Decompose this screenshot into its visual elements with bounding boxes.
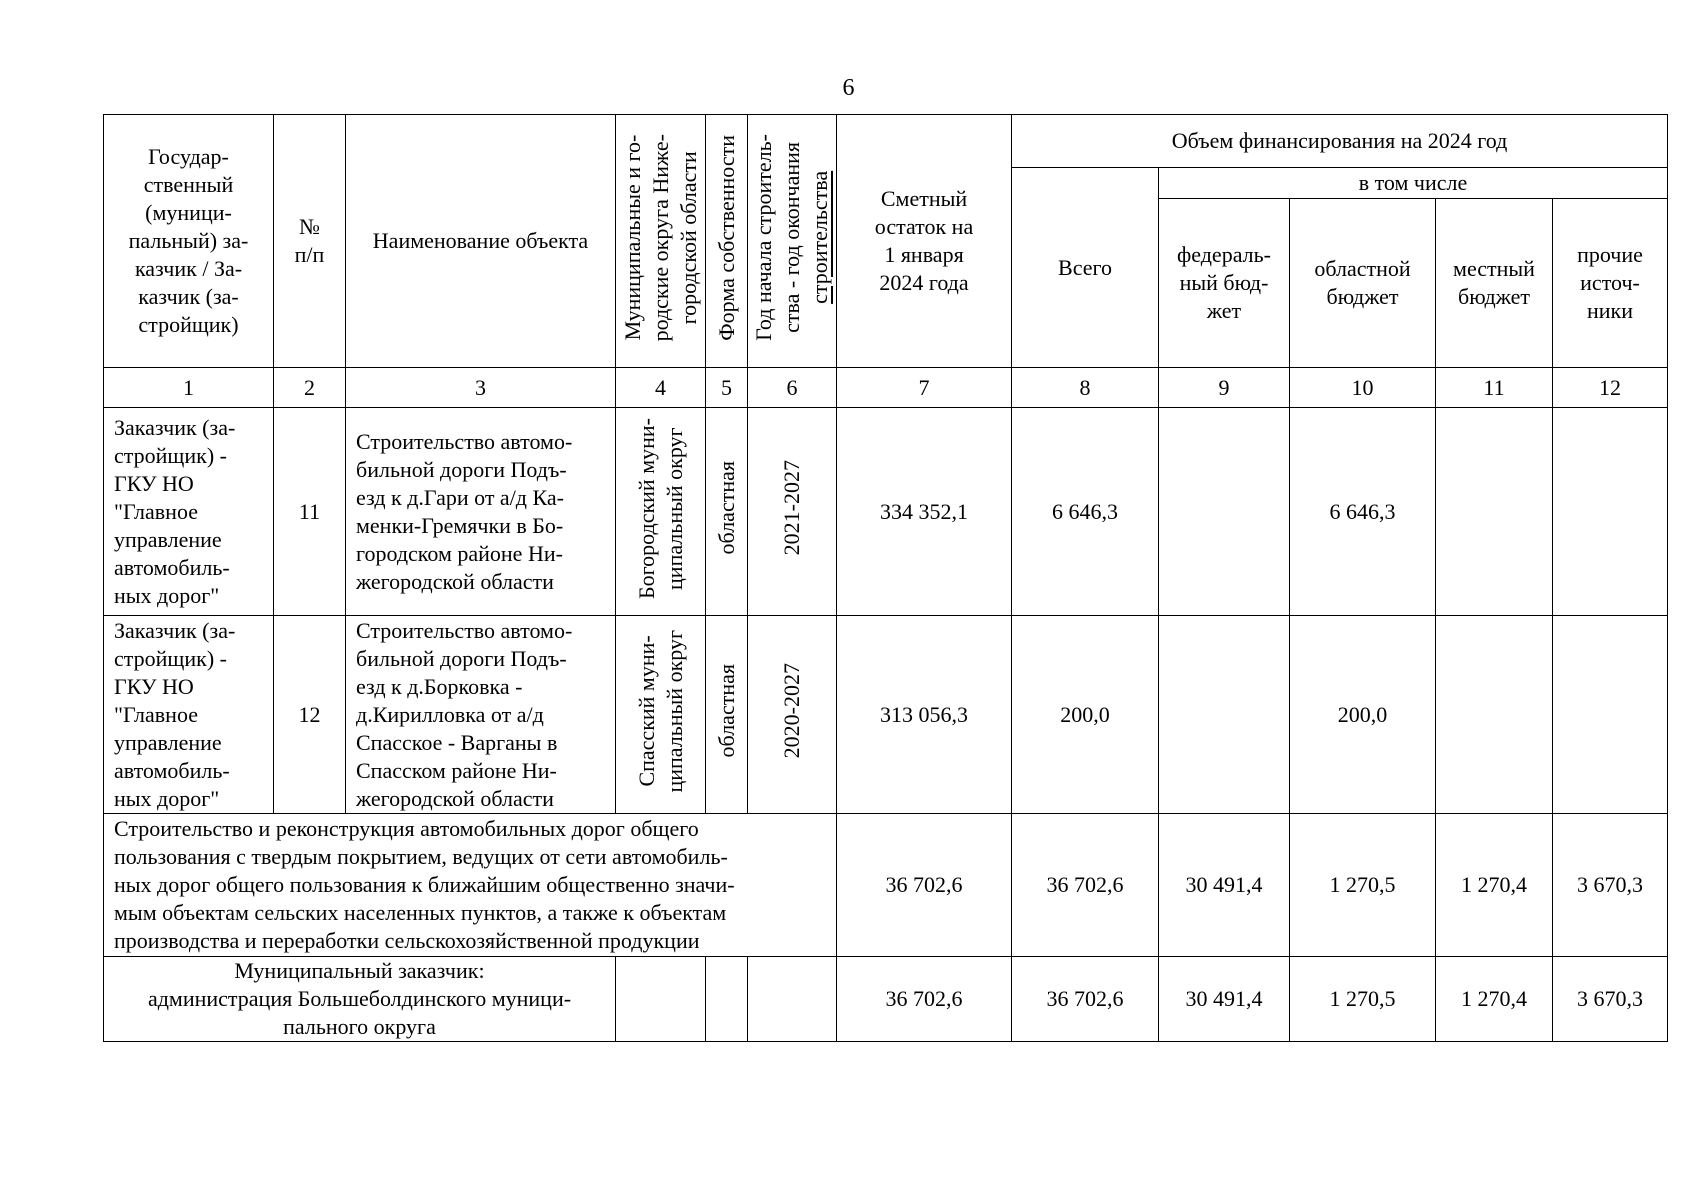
- row-other: [1553, 616, 1668, 814]
- header-customer: Государ- ственный (муници- пальный) за- казчик / За- казчик (за- стройщик): [104, 115, 274, 368]
- column-number: 5: [706, 368, 748, 408]
- row-object: Строительство автомо- бильной дороги Подъ- езд к д.Гари от а/д Ка- менки-Гремячки в Бо- городском районе Ни- жегородской области: [346, 408, 616, 616]
- municipal-regional: 1 270,5: [1290, 957, 1436, 1042]
- header-districts: Муниципальные и го- родские округа Ниже- городской области: [616, 115, 706, 368]
- row-estimate: 313 056,3: [837, 616, 1012, 814]
- column-number: 1: [104, 368, 274, 408]
- column-number: 3: [346, 368, 616, 408]
- column-number: 6: [748, 368, 837, 408]
- municipal-customer-row: [104, 957, 1668, 1042]
- column-number: 9: [1159, 368, 1290, 408]
- row-other: [1553, 408, 1668, 616]
- header-financing: Объем финансирования на 2024 год: [1012, 115, 1668, 168]
- row-customer: Заказчик (за- стройщик) - ГКУ НО "Главное управление автомобиль- ных дорог": [104, 616, 274, 814]
- summary-row: [104, 814, 1668, 957]
- summary-other: 3 670,3: [1553, 814, 1668, 957]
- header-federal: федераль- ный бюд- жет: [1159, 199, 1290, 368]
- column-number: 8: [1012, 368, 1159, 408]
- row-regional: 6 646,3: [1290, 408, 1436, 616]
- row-district: Спасский муни- ципальный округ: [616, 616, 706, 814]
- row-federal: [1159, 408, 1290, 616]
- empty-cell: [616, 957, 706, 1042]
- municipal-federal: 30 491,4: [1159, 957, 1290, 1042]
- column-number: 2: [274, 368, 346, 408]
- row-total: 200,0: [1012, 616, 1159, 814]
- empty-cell: [706, 957, 748, 1042]
- row-estimate: 334 352,1: [837, 408, 1012, 616]
- row-regional: 200,0: [1290, 616, 1436, 814]
- municipal-total: 36 702,6: [1012, 957, 1159, 1042]
- municipal-customer-text: Муниципальный заказчик: администрация Большеболдинского муници- пального округа: [104, 957, 616, 1042]
- column-number-row: [104, 368, 1668, 408]
- row-total: 6 646,3: [1012, 408, 1159, 616]
- header-other: прочие источ- ники: [1553, 199, 1668, 368]
- municipal-local: 1 270,4: [1436, 957, 1553, 1042]
- header-total: Всего: [1012, 168, 1159, 368]
- row-ownership: областная: [706, 616, 748, 814]
- header-including: в том числе: [1159, 168, 1668, 199]
- summary-regional: 1 270,5: [1290, 814, 1436, 957]
- row-local: [1436, 408, 1553, 616]
- row-years: 2020-2027: [748, 616, 837, 814]
- column-number: 4: [616, 368, 706, 408]
- summary-total: 36 702,6: [1012, 814, 1159, 957]
- summary-local: 1 270,4: [1436, 814, 1553, 957]
- header-regional: областной бюджет: [1290, 199, 1436, 368]
- table-row: [104, 616, 1668, 814]
- row-years: 2021-2027: [748, 408, 837, 616]
- summary-estimate: 36 702,6: [837, 814, 1012, 957]
- column-number: 7: [837, 368, 1012, 408]
- municipal-estimate: 36 702,6: [837, 957, 1012, 1042]
- header-estimate: Сметный остаток на 1 января 2024 года: [837, 115, 1012, 368]
- header-local: местный бюджет: [1436, 199, 1553, 368]
- table-row: [104, 408, 1668, 616]
- page-number: 6: [842, 75, 855, 101]
- empty-cell: [748, 957, 837, 1042]
- summary-federal: 30 491,4: [1159, 814, 1290, 957]
- row-district: Богородский муни- ципальный округ: [616, 408, 706, 616]
- row-local: [1436, 616, 1553, 814]
- header-years: Год начала строитель- ства - год окончания строительства: [748, 115, 837, 368]
- column-number: 10: [1290, 368, 1436, 408]
- row-customer: Заказчик (за- стройщик) - ГКУ НО "Главное управление автомобиль- ных дорог": [104, 408, 274, 616]
- row-federal: [1159, 616, 1290, 814]
- row-number: 11: [274, 408, 346, 616]
- municipal-other: 3 670,3: [1553, 957, 1668, 1042]
- row-object: Строительство автомо- бильной дороги Подъ- езд к д.Борковка - д.Кирилловка от а/д Спасское - Варганы в Спасском районе Ни- жегородской области: [346, 616, 616, 814]
- column-number: 12: [1553, 368, 1668, 408]
- header-number: № п/п: [274, 115, 346, 368]
- financing-table: [103, 114, 1668, 1042]
- column-number: 11: [1436, 368, 1553, 408]
- header-ownership: Форма собственности: [706, 115, 748, 368]
- row-ownership: областная: [706, 408, 748, 616]
- header-object-name: Наименование объекта: [346, 115, 616, 368]
- summary-text: Строительство и реконструкция автомобильных дорог общего пользования с твердым покрытием, ведущих от сети автомобиль- ных дорог общего пользования к ближайшим общественно значи- мым объектам сельских населенных пунктов, а также к объектам производства и переработки сельскохозяйственной продукции: [104, 814, 837, 957]
- row-number: 12: [274, 616, 346, 814]
